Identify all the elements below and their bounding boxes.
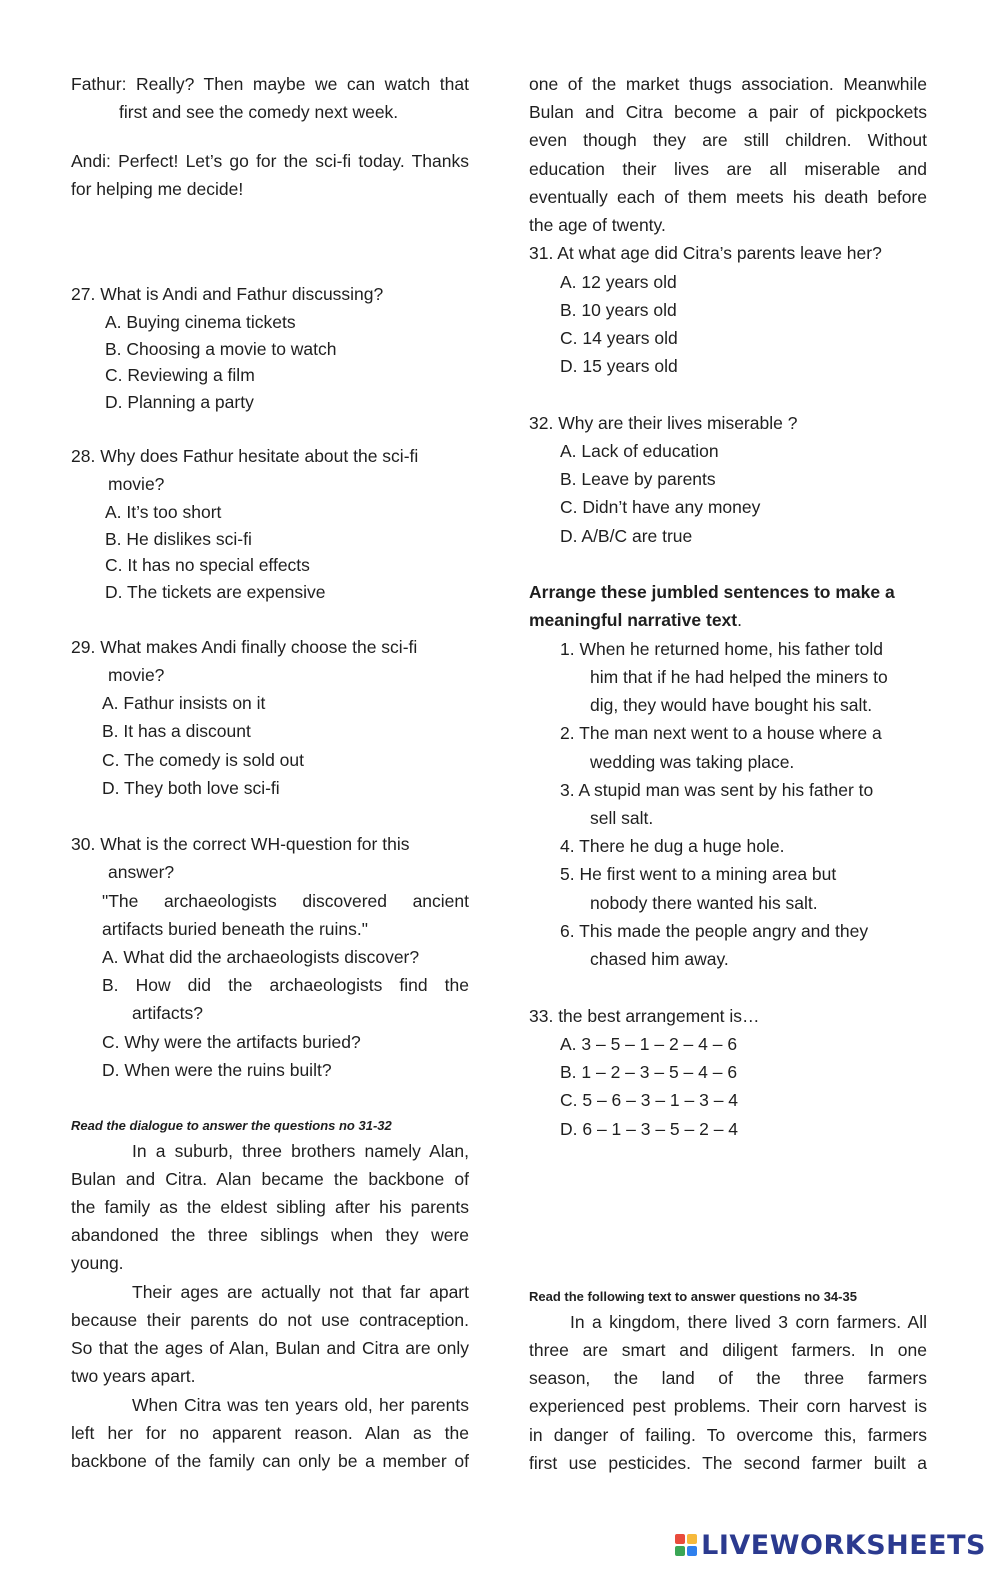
option-30a[interactable]: A. What did the archaeologists discover? xyxy=(102,947,420,967)
dialogue-line: first and see the comedy next week. xyxy=(119,102,399,122)
question-30-quote: artifacts buried beneath the ruins." xyxy=(102,919,368,939)
dialogue-line: Andi: Perfect! Let’s go for the sci-fi today. Thanks xyxy=(71,151,469,171)
option-32a[interactable]: A. Lack of education xyxy=(560,441,719,461)
option-28a[interactable]: A. It’s too short xyxy=(105,502,222,522)
logo-grid-icon xyxy=(675,1534,697,1556)
passage-2-line: experienced pest problems. Their corn harvest is xyxy=(529,1396,927,1416)
question-29-cont: movie? xyxy=(108,665,165,685)
option-29c[interactable]: C. The comedy is sold out xyxy=(102,750,304,770)
passage-1-line: education their lives are all miserable and xyxy=(529,159,927,179)
passage-1-line: In a suburb, three brothers namely Alan, xyxy=(132,1141,469,1161)
passage-1-line: the age of twenty. xyxy=(529,215,666,235)
option-27c[interactable]: C. Reviewing a film xyxy=(105,365,255,385)
passage-2-line: season, the land of the three farmers xyxy=(529,1368,927,1388)
question-30-cont: answer? xyxy=(108,862,175,882)
option-31b[interactable]: B. 10 years old xyxy=(560,300,677,320)
question-33: 33. the best arrangement is… xyxy=(529,1006,760,1026)
option-31d[interactable]: D. 15 years old xyxy=(560,356,678,376)
option-29d[interactable]: D. They both love sci-fi xyxy=(102,778,280,798)
option-30b-cont: artifacts? xyxy=(132,1003,203,1023)
option-33b[interactable]: B. 1 – 2 – 3 – 5 – 4 – 6 xyxy=(560,1062,738,1082)
passage-1-heading: Read the dialogue to answer the questions no 31-32 xyxy=(71,1118,392,1133)
passage-1-line: eventually each of them meets his death before xyxy=(529,187,927,207)
option-29b[interactable]: B. It has a discount xyxy=(102,721,251,741)
jumbled-sentence-2: 2. The man next went to a house where a xyxy=(560,723,882,743)
jumbled-sentence-2-cont: wedding was taking place. xyxy=(590,752,795,772)
passage-2-line: in danger of failing. To overcome this, farmers xyxy=(529,1425,927,1445)
dialogue-line: Fathur: Really? Then maybe we can watch that xyxy=(71,74,469,94)
passage-1-line: So that the ages of Alan, Bulan and Citra are only xyxy=(71,1338,469,1358)
jumbled-instruction: Arrange these jumbled sentences to make a xyxy=(529,582,895,602)
liveworksheets-logo xyxy=(675,1528,986,1562)
question-30-quote: "The archaeologists discovered ancient xyxy=(102,891,469,911)
passage-1-line: abandoned the three siblings when they were xyxy=(71,1225,469,1245)
logo-square xyxy=(687,1546,697,1556)
option-27b[interactable]: B. Choosing a movie to watch xyxy=(105,339,337,359)
jumbled-sentence-6: 6. This made the people angry and they xyxy=(560,921,869,941)
passage-1-line: even though they are still children. Without xyxy=(529,130,927,150)
logo-square xyxy=(687,1534,697,1544)
logo-square xyxy=(675,1534,685,1544)
passage-1-line: Bulan and Citra. Alan became the backbone of xyxy=(71,1169,469,1189)
jumbled-instruction-period: . xyxy=(737,610,742,630)
option-33c[interactable]: C. 5 – 6 – 3 – 1 – 3 – 4 xyxy=(560,1090,739,1110)
passage-2-line: first use pesticides. The second farmer built a xyxy=(529,1453,927,1473)
jumbled-instruction-bold: meaningful narrative text xyxy=(529,610,738,630)
jumbled-sentence-1-cont: him that if he had helped the miners to xyxy=(590,667,888,687)
option-30b[interactable]: B. How did the archaeologists find the xyxy=(102,975,469,995)
passage-2-heading: Read the following text to answer questions no 34-35 xyxy=(529,1289,857,1304)
jumbled-sentence-6-cont: chased him away. xyxy=(590,949,729,969)
option-28d[interactable]: D. The tickets are expensive xyxy=(105,582,326,602)
question-30: 30. What is the correct WH-question for this xyxy=(71,834,410,854)
question-28: 28. Why does Fathur hesitate about the sci-fi xyxy=(71,446,419,466)
passage-2-line: In a kingdom, there lived 3 corn farmers. All xyxy=(570,1312,927,1332)
jumbled-sentence-3-cont: sell salt. xyxy=(590,808,654,828)
option-32b[interactable]: B. Leave by parents xyxy=(560,469,716,489)
jumbled-sentence-5-cont: nobody there wanted his salt. xyxy=(590,893,818,913)
question-31: 31. At what age did Citra’s parents leave her? xyxy=(529,243,882,263)
option-33a[interactable]: A. 3 – 5 – 1 – 2 – 4 – 6 xyxy=(560,1034,738,1054)
passage-1-line: When Citra was ten years old, her parents xyxy=(132,1395,469,1415)
option-28b[interactable]: B. He dislikes sci-fi xyxy=(105,529,252,549)
option-32d[interactable]: D. A/B/C are true xyxy=(560,526,693,546)
option-27a[interactable]: A. Buying cinema tickets xyxy=(105,312,296,332)
question-28-cont: movie? xyxy=(108,474,165,494)
jumbled-sentence-4: 4. There he dug a huge hole. xyxy=(560,836,785,856)
passage-1-line: young. xyxy=(71,1253,124,1273)
dialogue-line: for helping me decide! xyxy=(71,179,244,199)
jumbled-sentence-1-cont: dig, they would have bought his salt. xyxy=(590,695,873,715)
option-28c[interactable]: C. It has no special effects xyxy=(105,555,310,575)
option-29a[interactable]: A. Fathur insists on it xyxy=(102,693,266,713)
option-31c[interactable]: C. 14 years old xyxy=(560,328,678,348)
option-32c[interactable]: C. Didn’t have any money xyxy=(560,497,761,517)
option-31a[interactable]: A. 12 years old xyxy=(560,272,677,292)
logo-square xyxy=(675,1546,685,1556)
passage-1-line: backbone of the family can only be a member of xyxy=(71,1451,469,1471)
option-30d[interactable]: D. When were the ruins built? xyxy=(102,1060,332,1080)
jumbled-sentence-3: 3. A stupid man was sent by his father to xyxy=(560,780,874,800)
passage-1-line: two years apart. xyxy=(71,1366,196,1386)
question-32: 32. Why are their lives miserable ? xyxy=(529,413,798,433)
passage-1-line: Their ages are actually not that far apart xyxy=(132,1282,469,1302)
jumbled-sentence-5: 5. He first went to a mining area but xyxy=(560,864,837,884)
option-33d[interactable]: D. 6 – 1 – 3 – 5 – 2 – 4 xyxy=(560,1119,739,1139)
passage-1-line: because their parents do not use contraception. xyxy=(71,1310,469,1330)
question-29: 29. What makes Andi finally choose the sci-fi xyxy=(71,637,418,657)
question-27: 27. What is Andi and Fathur discussing? xyxy=(71,284,384,304)
passage-1-line: Bulan and Citra become a pair of pickpockets xyxy=(529,102,927,122)
jumbled-sentence-1: 1. When he returned home, his father told xyxy=(560,639,883,659)
logo-text: LIVEWORKSHEETS xyxy=(701,1529,986,1561)
jumbled-instruction-cont xyxy=(529,606,927,634)
passage-1-line: left her for no apparent reason. Alan as the xyxy=(71,1423,469,1443)
option-27d[interactable]: D. Planning a party xyxy=(105,392,254,412)
passage-2-line: three are smart and diligent farmers. In one xyxy=(529,1340,927,1360)
passage-1-line: one of the market thugs association. Meanwhile xyxy=(529,74,927,94)
option-30c[interactable]: C. Why were the artifacts buried? xyxy=(102,1032,361,1052)
passage-1-line: the family as the eldest sibling after his parents xyxy=(71,1197,469,1217)
